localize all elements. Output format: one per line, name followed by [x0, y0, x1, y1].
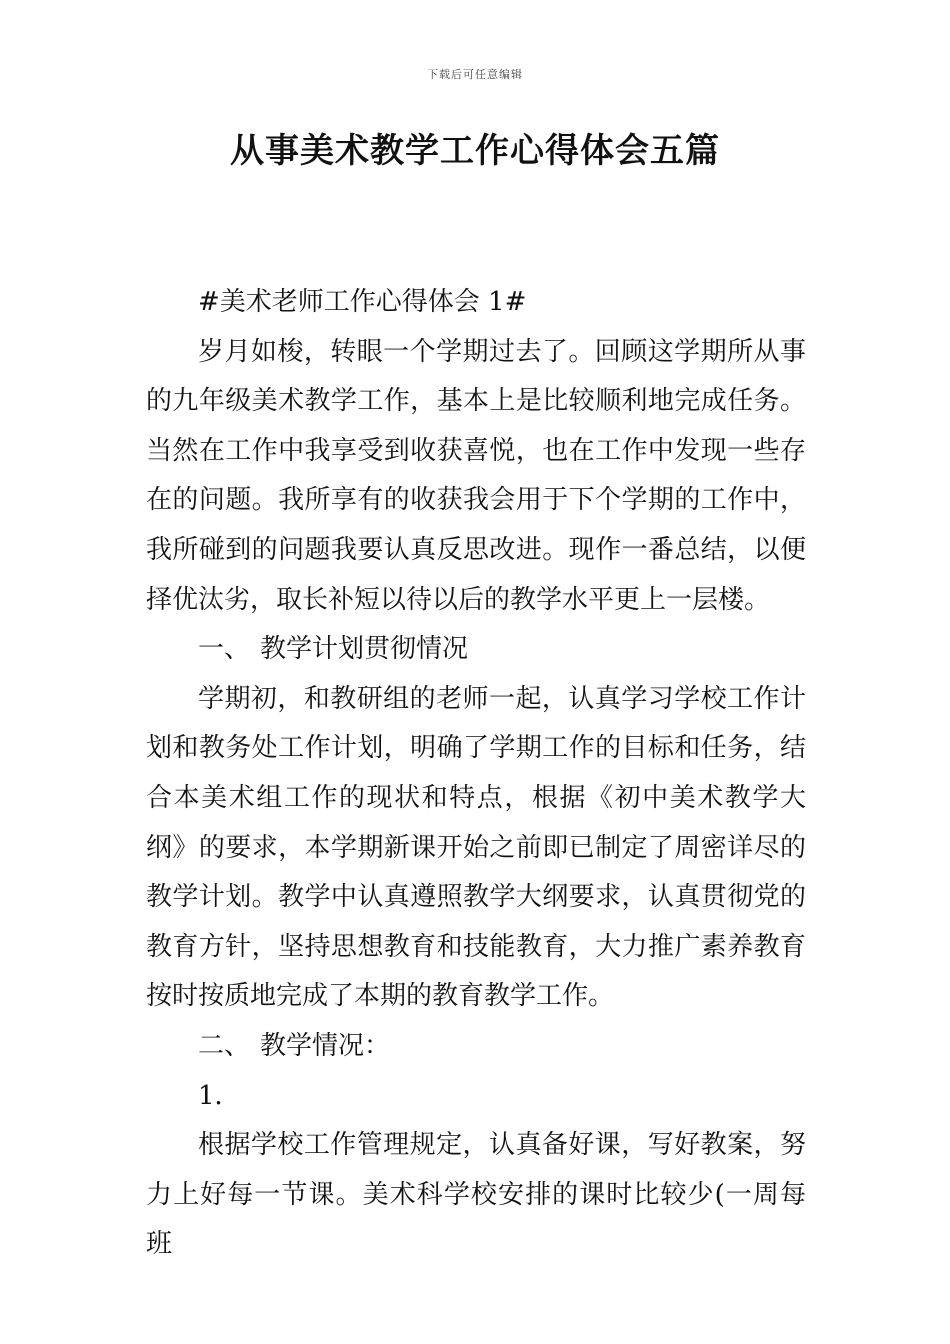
document-body	[146, 278, 806, 1270]
intro-paragraph: 岁月如梭，转眼一个学期过去了。回顾这学期所从事的九年级美术教学工作，基本上是比较顺利地完成任务。当然在工作中我享受到收获喜悦，也在工作中发现一些存在的问题。我所享有的收获我会用于下个学期的工作中，我所碰到的问题我要认真反思改进。现作一番总结，以便择优汰劣，取长补短以待以后的教学水平更上一层楼。	[146, 336, 806, 615]
section2-number: 二、	[198, 1030, 251, 1061]
section1-heading	[146, 625, 806, 675]
section2-paragraph: 根据学校工作管理规定，认真备好课，写好教案，努力上好每一节课。美术科学校安排的课时比较少(一周每班	[146, 1130, 806, 1260]
section1-number: 一、	[198, 634, 251, 665]
document-title: 从事美术教学工作心得体会五篇	[230, 131, 720, 171]
section-tag: #美术老师工作心得体会 1#	[198, 287, 527, 317]
section2-heading-text: 教学情况：	[260, 1030, 391, 1061]
section1-heading-text: 教学计划贯彻情况	[260, 634, 469, 665]
section2-heading	[146, 1022, 806, 1072]
section1-paragraph: 学期初，和教研组的老师一起，认真学习学校工作计划和教务处工作计划，明确了学期工作的目标和任务，结合本美术组工作的现状和特点，根据《初中美术教学大纲》的要求，本学期新课开始之前即已制定了周密详尽的教学计划。教学中认真遵照教学大纲要求，认真贯彻党的教育方针，坚持思想教育和技能教育，大力推广素养教育按时按质地完成了本期的教育教学工作。	[146, 683, 806, 1012]
section2-item-number: 1．	[198, 1080, 241, 1111]
header-note: 下载后可任意编辑	[427, 68, 523, 81]
